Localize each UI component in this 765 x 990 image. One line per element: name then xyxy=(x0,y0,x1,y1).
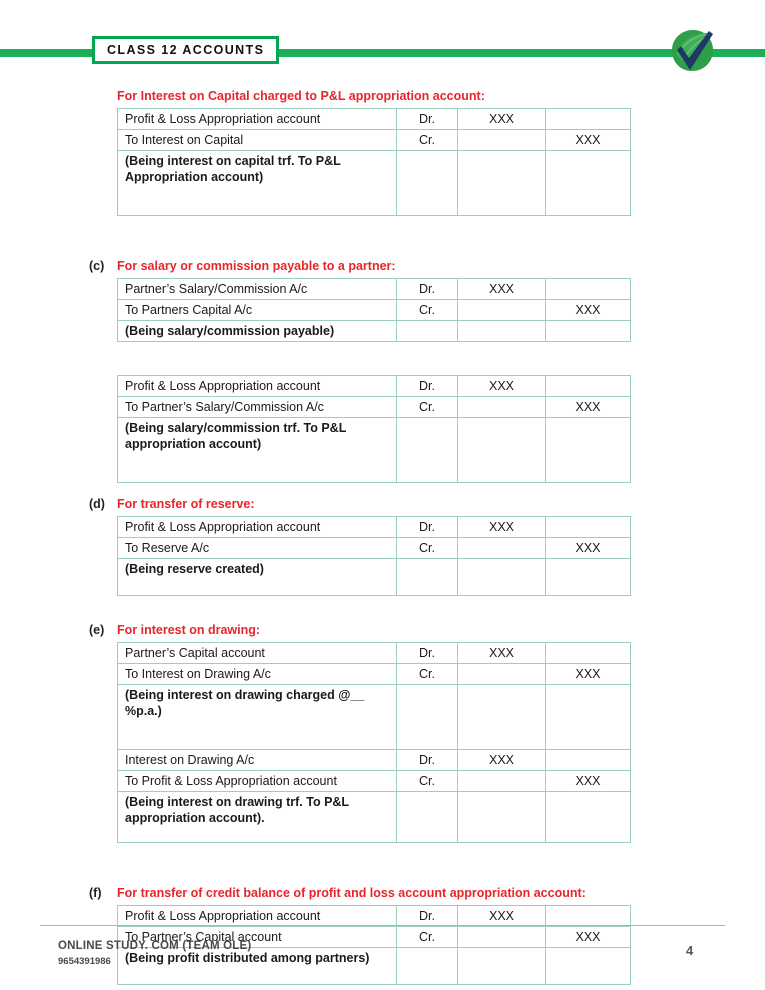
section-heading-row xyxy=(0,496,765,512)
section-heading-text: For transfer of credit balance of profit and loss account appropriation account: xyxy=(117,886,586,900)
cell-narration: (Being interest on capital trf. To P&L Appropriation account) xyxy=(118,151,397,216)
cell-particulars: To Profit & Loss Appropriation account xyxy=(118,771,397,792)
cell-debit: XXX xyxy=(458,376,546,397)
spacer xyxy=(0,342,765,375)
cell-debit xyxy=(458,300,546,321)
cell-debit xyxy=(458,151,546,216)
table-row xyxy=(118,685,631,750)
table-row xyxy=(118,792,631,843)
cell-credit: XXX xyxy=(546,397,631,418)
table-row xyxy=(118,109,631,130)
section-marker: (e) xyxy=(89,623,105,637)
cell-particulars: To Reserve A/c xyxy=(118,538,397,559)
cell-drcr xyxy=(397,418,458,483)
footer-phone-number: 9654391986 xyxy=(58,956,111,967)
table-row xyxy=(118,376,631,397)
table-row xyxy=(118,664,631,685)
section-marker: (f) xyxy=(89,886,102,900)
journal-entry-table xyxy=(117,278,631,342)
cell-particulars: Profit & Loss Appropriation account xyxy=(118,906,397,927)
cell-debit xyxy=(458,685,546,750)
cell-credit xyxy=(546,750,631,771)
table-row xyxy=(118,418,631,483)
journal-entry-table xyxy=(117,642,631,843)
spacer xyxy=(0,843,765,885)
section-heading-row xyxy=(0,622,765,638)
table-row xyxy=(118,643,631,664)
spacer xyxy=(0,596,765,622)
cell-particulars: To Interest on Capital xyxy=(118,130,397,151)
cell-narration: (Being reserve created) xyxy=(118,559,397,596)
cell-credit: XXX xyxy=(546,927,631,948)
cell-credit: XXX xyxy=(546,300,631,321)
table-row xyxy=(118,538,631,559)
cell-credit xyxy=(546,517,631,538)
cell-particulars: Profit & Loss Appropriation account xyxy=(118,517,397,538)
cell-drcr: Dr. xyxy=(397,750,458,771)
page-header xyxy=(0,0,765,88)
section-interest-on-drawing xyxy=(0,622,765,843)
section-heading-row xyxy=(0,258,765,274)
cell-debit xyxy=(458,559,546,596)
cell-debit: XXX xyxy=(458,906,546,927)
leaf-check-logo xyxy=(668,26,718,78)
section-heading-text: For salary or commission payable to a partner: xyxy=(117,259,396,273)
cell-drcr: Cr. xyxy=(397,927,458,948)
cell-credit: XXX xyxy=(546,538,631,559)
cell-drcr: Cr. xyxy=(397,664,458,685)
cell-debit: XXX xyxy=(458,517,546,538)
cell-debit xyxy=(458,130,546,151)
section-heading-text: For Interest on Capital charged to P&L appropriation account: xyxy=(117,89,485,103)
table-row xyxy=(118,517,631,538)
cell-debit xyxy=(458,418,546,483)
cell-particulars: Profit & Loss Appropriation account xyxy=(118,376,397,397)
section-marker: (d) xyxy=(89,497,105,511)
cell-debit: XXX xyxy=(458,279,546,300)
cell-particulars: Partner’s Capital account xyxy=(118,643,397,664)
cell-credit xyxy=(546,376,631,397)
cell-narration: (Being profit distributed among partners) xyxy=(118,948,397,985)
journal-entry-table xyxy=(117,108,631,216)
footer-divider xyxy=(40,925,725,926)
cell-credit: XXX xyxy=(546,664,631,685)
cell-credit xyxy=(546,418,631,483)
table-row xyxy=(118,300,631,321)
section-interest-on-capital xyxy=(0,88,765,216)
section-salary-commission xyxy=(0,258,765,483)
cell-debit xyxy=(458,397,546,418)
cell-narration: (Being salary/commission payable) xyxy=(118,321,397,342)
document-body xyxy=(0,88,765,985)
table-row xyxy=(118,151,631,216)
section-heading-row xyxy=(0,885,765,901)
page-footer xyxy=(0,925,765,990)
cell-credit xyxy=(546,906,631,927)
cell-drcr: Dr. xyxy=(397,109,458,130)
cell-credit: XXX xyxy=(546,771,631,792)
cell-credit xyxy=(546,151,631,216)
section-transfer-of-reserve xyxy=(0,496,765,596)
cell-credit xyxy=(546,321,631,342)
cell-drcr: Cr. xyxy=(397,538,458,559)
cell-narration: (Being salary/commission trf. To P&L appropriation account) xyxy=(118,418,397,483)
spacer xyxy=(0,216,765,258)
table-row xyxy=(118,397,631,418)
cell-particulars: To Partner’s Capital account xyxy=(118,927,397,948)
cell-credit xyxy=(546,109,631,130)
table-row xyxy=(118,321,631,342)
table-row xyxy=(118,279,631,300)
cell-credit xyxy=(546,643,631,664)
cell-particulars: Interest on Drawing A/c xyxy=(118,750,397,771)
cell-credit xyxy=(546,279,631,300)
cell-drcr: Cr. xyxy=(397,300,458,321)
cell-narration: (Being interest on drawing charged @__ %p.a.) xyxy=(118,685,397,750)
cell-debit xyxy=(458,321,546,342)
section-marker: (c) xyxy=(89,259,105,273)
cell-debit xyxy=(458,792,546,843)
cell-debit: XXX xyxy=(458,750,546,771)
table-row xyxy=(118,771,631,792)
spacer xyxy=(0,483,765,496)
cell-drcr: Dr. xyxy=(397,906,458,927)
footer-brand-text: ONLINE STUDY. COM (TEAM OLE) xyxy=(58,940,252,952)
cell-drcr: Dr. xyxy=(397,643,458,664)
cell-drcr xyxy=(397,559,458,596)
cell-drcr xyxy=(397,321,458,342)
journal-entry-table xyxy=(117,375,631,483)
cell-debit xyxy=(458,771,546,792)
cell-drcr xyxy=(397,792,458,843)
class-title-text: CLASS 12 ACCOUNTS xyxy=(107,43,265,57)
table-row xyxy=(118,750,631,771)
cell-debit xyxy=(458,664,546,685)
cell-drcr: Dr. xyxy=(397,376,458,397)
cell-credit xyxy=(546,685,631,750)
cell-credit xyxy=(546,559,631,596)
cell-drcr xyxy=(397,685,458,750)
cell-drcr: Cr. xyxy=(397,771,458,792)
cell-drcr: Cr. xyxy=(397,130,458,151)
class-title-box xyxy=(92,36,279,64)
cell-drcr: Cr. xyxy=(397,397,458,418)
cell-drcr xyxy=(397,151,458,216)
page-number: 4 xyxy=(686,943,694,958)
cell-particulars: Profit & Loss Appropriation account xyxy=(118,109,397,130)
cell-debit xyxy=(458,538,546,559)
section-heading-text: For interest on drawing: xyxy=(117,623,261,637)
section-heading-text: For transfer of reserve: xyxy=(117,497,255,511)
cell-particulars: To Partner’s Salary/Commission A/c xyxy=(118,397,397,418)
table-row xyxy=(118,906,631,927)
cell-debit: XXX xyxy=(458,109,546,130)
section-heading-row xyxy=(0,88,765,104)
cell-particulars: Partner’s Salary/Commission A/c xyxy=(118,279,397,300)
table-row xyxy=(118,559,631,596)
journal-entry-table xyxy=(117,516,631,596)
cell-particulars: To Partners Capital A/c xyxy=(118,300,397,321)
cell-particulars: To Interest on Drawing A/c xyxy=(118,664,397,685)
cell-narration: (Being interest on drawing trf. To P&L appropriation account). xyxy=(118,792,397,843)
cell-drcr: Dr. xyxy=(397,517,458,538)
cell-drcr: Dr. xyxy=(397,279,458,300)
cell-credit xyxy=(546,792,631,843)
cell-debit: XXX xyxy=(458,643,546,664)
cell-credit: XXX xyxy=(546,130,631,151)
table-row xyxy=(118,130,631,151)
